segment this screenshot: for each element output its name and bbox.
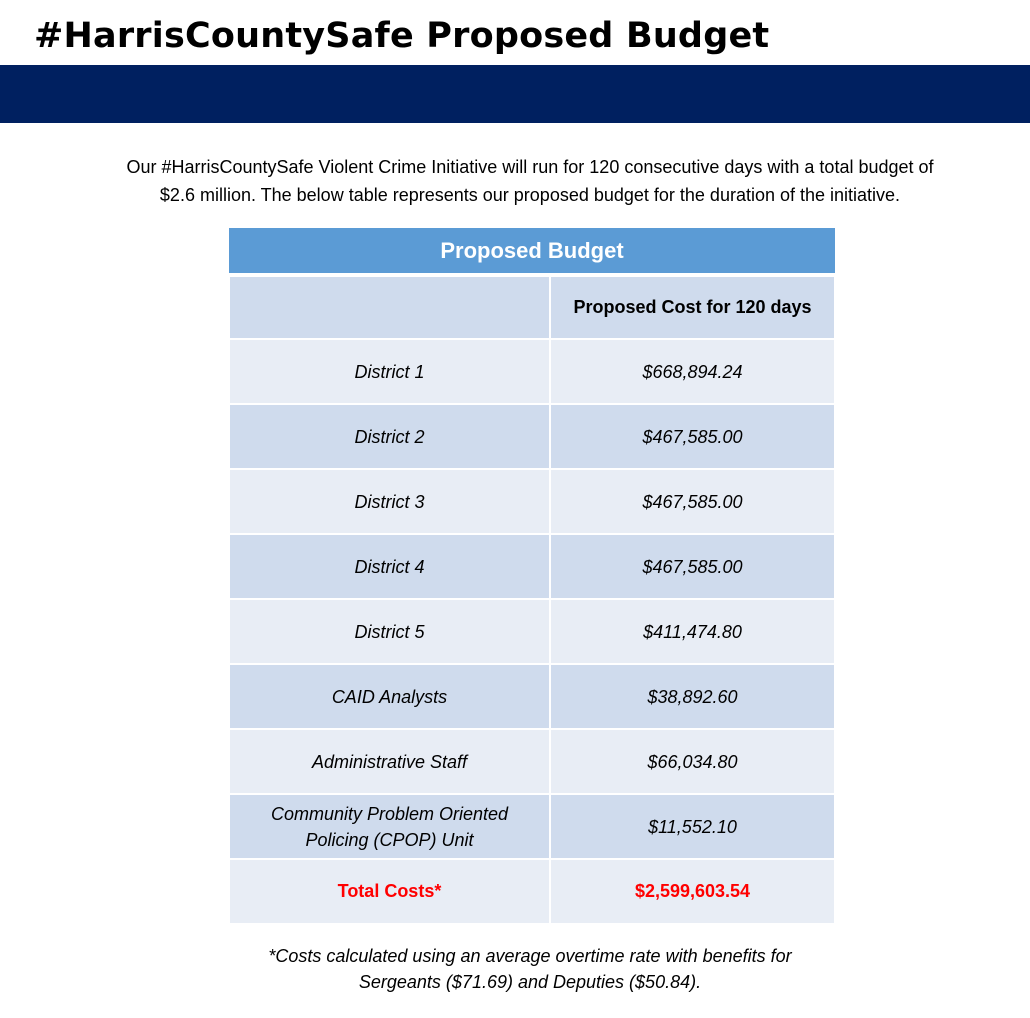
row-cost: $668,894.24 (550, 339, 835, 404)
row-label: Administrative Staff (229, 729, 550, 794)
table-row (229, 404, 835, 469)
total-cost: $2,599,603.54 (550, 859, 835, 924)
row-label (229, 794, 550, 859)
row-label: CAID Analysts (229, 664, 550, 729)
table-row (229, 469, 835, 534)
intro-paragraph (40, 153, 1020, 209)
total-row (229, 859, 835, 924)
column-header-cost: Proposed Cost for 120 days (550, 275, 835, 339)
footnote (40, 943, 1020, 995)
table-row (229, 599, 835, 664)
row-label: District 5 (229, 599, 550, 664)
footnote-line-1: *Costs calculated using an average overtime rate with benefits for (268, 946, 792, 966)
budget-table (228, 228, 836, 925)
intro-line-2: $2.6 million. The below table represents our proposed budget for the duration of the initiative. (159, 185, 901, 205)
row-cost: $66,034.80 (550, 729, 835, 794)
table-header-row (229, 275, 835, 339)
footnote-line-2: Sergeants ($71.69) and Deputies ($50.84). (358, 972, 702, 992)
intro-line-1: Our #HarrisCountySafe Violent Crime Initiative will run for 120 consecutive days with a total budget of (126, 157, 934, 177)
page-title: #HarrisCountySafe Proposed Budget (34, 16, 770, 56)
row-cost: $38,892.60 (550, 664, 835, 729)
title-band (0, 65, 1030, 123)
column-header-item (229, 275, 550, 339)
table-row (229, 794, 835, 859)
row-label: District 4 (229, 534, 550, 599)
row-cost: $411,474.80 (550, 599, 835, 664)
row-cost: $467,585.00 (550, 534, 835, 599)
total-label: Total Costs* (229, 859, 550, 924)
row-cost: $467,585.00 (550, 469, 835, 534)
row-cost: $467,585.00 (550, 404, 835, 469)
row-label: District 2 (229, 404, 550, 469)
table-caption: Proposed Budget (229, 228, 835, 275)
row-label-line-1: Community Problem Oriented (270, 803, 509, 824)
row-label-line-2: Policing (CPOP) Unit (305, 829, 474, 850)
table-row (229, 729, 835, 794)
table-row (229, 339, 835, 404)
row-cost: $11,552.10 (550, 794, 835, 859)
table-row (229, 534, 835, 599)
row-label: District 3 (229, 469, 550, 534)
row-label: District 1 (229, 339, 550, 404)
table-row (229, 664, 835, 729)
